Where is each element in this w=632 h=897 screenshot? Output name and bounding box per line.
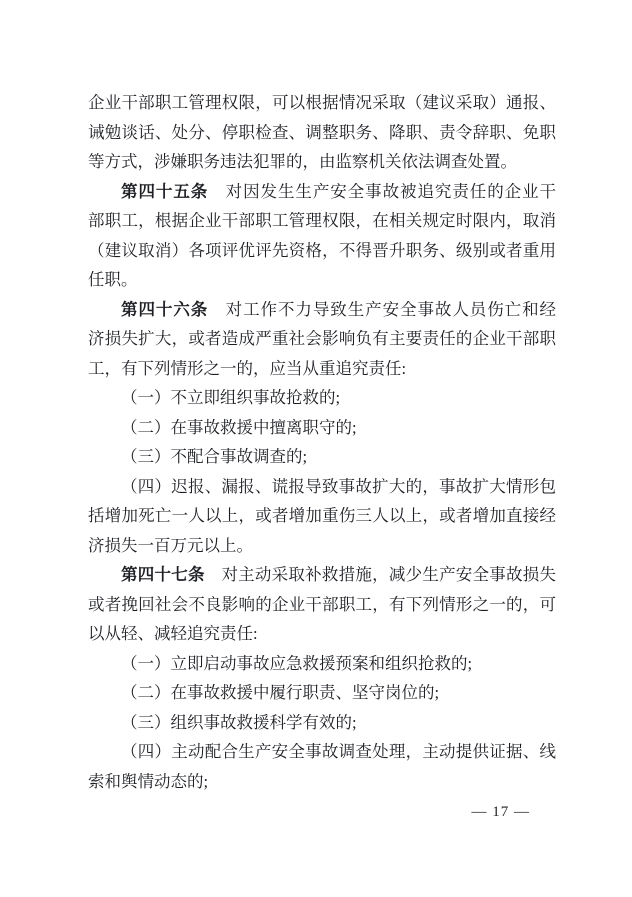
article-47-line-3: 以从轻、减轻追究责任: — [88, 624, 258, 643]
article-47-item-4-line-1: （四）主动配合生产安全事故调查处理，主动提供证据、线 — [121, 742, 556, 761]
article-46-line-3: 工，有下列情形之一的，应当从重追究责任: — [88, 358, 407, 378]
article-47-item-2-line-1: （二）在事故救援中履行职责、坚守岗位的; — [121, 683, 440, 702]
article-46-item-4-line-2: 括增加死亡一人以上，或者增加重伤三人以上，或者增加直接经 — [88, 506, 556, 525]
para-continuation — [88, 88, 556, 177]
article-46-item-3 — [88, 442, 556, 472]
article-47-line-2: 或者挽回社会不良影响的企业干部职工，有下列情形之一的，可 — [88, 594, 556, 614]
article-47-item-1 — [88, 649, 556, 679]
article-46-item-1 — [88, 383, 556, 413]
article-46 — [88, 295, 556, 384]
article-46-item-4-line-1: （四）迟报、漏报、谎报导致事故扩大的，事故扩大情形包 — [121, 476, 556, 496]
article-47 — [88, 560, 556, 649]
article-46-item-4-line-3: 济损失一百万元以上。 — [88, 535, 253, 555]
article-45-line-2: 部职工，根据企业干部职工管理权限，在相关规定时限内，取消 — [88, 211, 556, 230]
article-46-item-2-line-1: （二）在事故救援中擅离职守的; — [121, 417, 357, 437]
article-number: 第四十七条 — [121, 565, 205, 584]
article-46-line-1: 第四十六条 对工作不力导致生产安全事故人员伤亡和经 — [121, 299, 556, 319]
article-number: 第四十六条 — [121, 299, 209, 319]
article-46-item-4 — [88, 472, 556, 561]
article-47-item-3-line-1: （三）组织事故救援科学有效的; — [121, 712, 357, 732]
article-47-item-4 — [88, 737, 556, 796]
article-45-line-3: （建议取消）各项评优评先资格，不得晋升职务、级别或者重用 — [88, 240, 556, 260]
article-47-item-2 — [88, 678, 556, 708]
article-47-item-1-line-1: （一）立即启动事故应急救援预案和组织抢救的; — [121, 653, 473, 673]
article-47-line-1: 第四十七条 对主动采取补救措施，减少生产安全事故损失 — [121, 565, 557, 584]
article-45 — [88, 177, 556, 295]
document-text-block — [88, 88, 556, 796]
para-continuation-line-3: 等方式，涉嫌职务违法犯罪的，由监察机关依法调查处置。 — [88, 152, 517, 171]
para-continuation-line-1: 企业干部职工管理权限，可以根据情况采取（建议采取）通报、 — [88, 93, 556, 112]
page-number: — 17 — — [471, 804, 530, 820]
article-46-item-3-line-1: （三）不配合事故调查的; — [121, 447, 308, 466]
article-46-item-2 — [88, 413, 556, 443]
article-45-line-1: 第四十五条 对因发生生产安全事故被追究责任的企业干 — [121, 181, 556, 201]
article-47-item-4-line-2: 索和舆情动态的; — [88, 771, 209, 791]
article-46-item-1-line-1: （一）不立即组织事故抢救的; — [121, 388, 341, 407]
article-number: 第四十五条 — [121, 181, 209, 201]
article-45-line-4: 任职。 — [88, 270, 138, 289]
article-47-item-3 — [88, 708, 556, 738]
para-continuation-line-2: 诫勉谈话、处分、停职检查、调整职务、降职、责令辞职、免职 — [88, 122, 556, 142]
article-46-line-2: 济损失扩大，或者造成严重社会影响负有主要责任的企业干部职 — [88, 329, 556, 348]
